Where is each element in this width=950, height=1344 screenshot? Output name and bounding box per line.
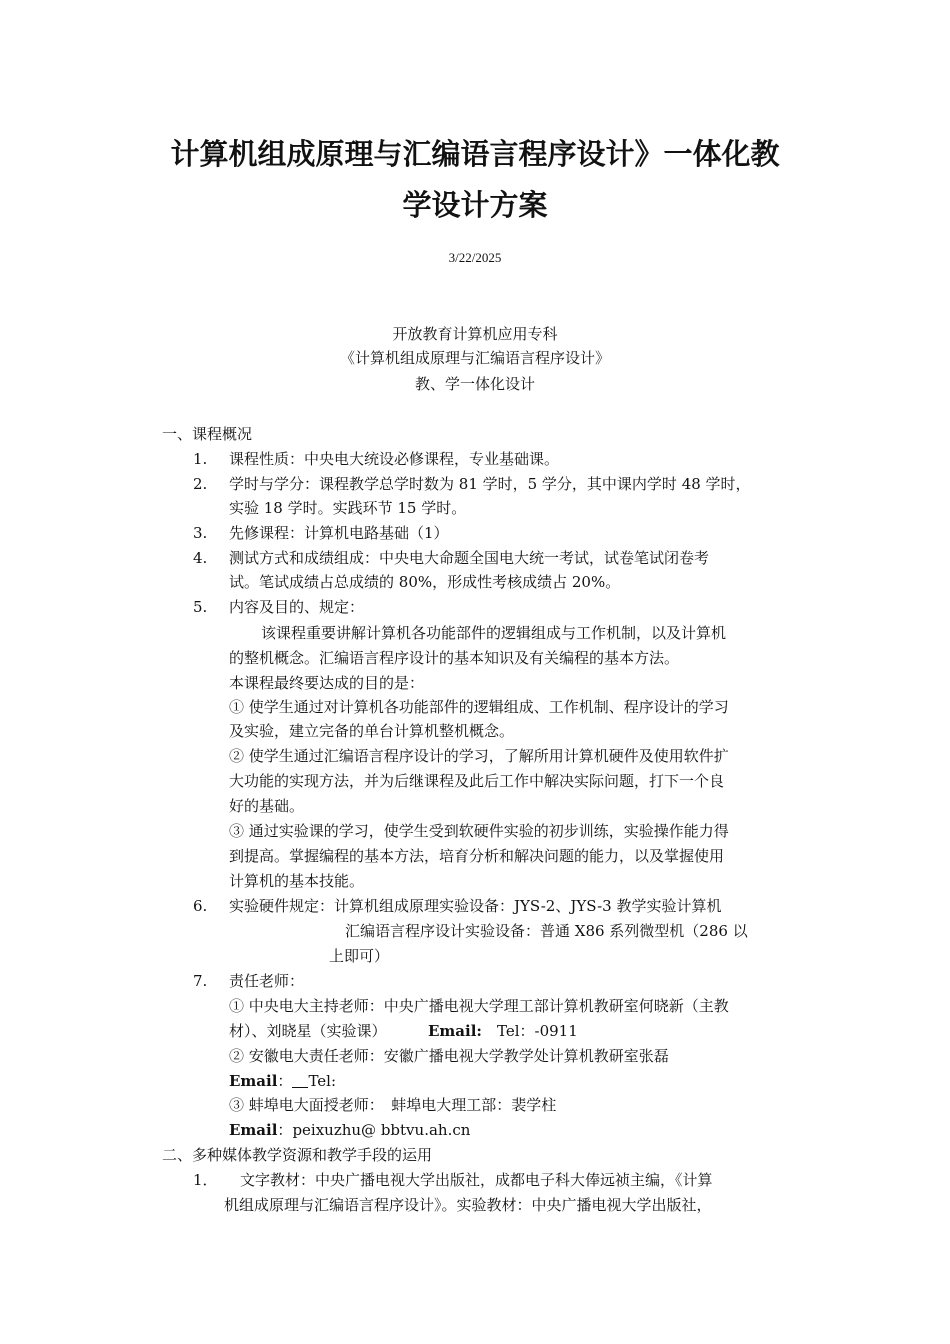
paragraph-line: 材）、刘晓星（实验课）: [229, 1022, 387, 1040]
list-number: 4.: [193, 549, 208, 567]
section-heading: 一、课程概况: [162, 425, 253, 443]
list-item: 内容及目的、规定：: [229, 598, 365, 616]
paragraph-line: 该课程重要讲解计算机各功能部件的逻辑组成与工作机制，以及计算机: [261, 624, 727, 642]
paragraph-line: ③ 蚌埠电大面授老师： 蚌埠电大理工部：裴学柱: [229, 1096, 557, 1114]
paragraph-line: ③ 通过实验课的学习，使学生受到软硬件实验的初步训练，实验操作能力得: [229, 822, 729, 840]
email-label: Email: [229, 1121, 278, 1139]
list-item-cont: 实验 18 学时。实践环节 15 学时。: [229, 499, 467, 517]
list-number: 2.: [193, 475, 208, 493]
list-item: 先修课程：计算机电路基础（1）: [229, 524, 449, 542]
paragraph-line: ② 使学生通过汇编语言程序设计的学习，了解所用计算机硬件及使用软件扩: [229, 747, 729, 765]
phone-text: Tel：-0911: [497, 1022, 578, 1040]
phone-text: Tel:: [308, 1072, 337, 1090]
email-line: [229, 1071, 336, 1091]
email-label: Email:: [428, 1022, 482, 1040]
paragraph-line: ① 中央电大主持老师：中央广播电视大学理工部计算机教研室何晓新（主教: [229, 997, 729, 1015]
list-number: 7.: [193, 972, 208, 990]
doc-date: 3/22/2025: [448, 250, 502, 265]
list-item: 课程性质：中央电大统设必修课程，专业基础课。: [229, 450, 560, 468]
paragraph-line: 的整机概念。汇编语言程序设计的基本知识及有关编程的基本方法。: [229, 649, 680, 667]
list-number: 3.: [193, 524, 208, 542]
subtitle-line: 开放教育计算机应用专科: [392, 325, 558, 343]
section-heading: 二、多种媒体教学资源和教学手段的运用: [162, 1146, 433, 1164]
list-item-cont: 试。笔试成绩占总成绩的 80%，形成性考核成绩占 20%。: [229, 573, 621, 591]
email-line: [229, 1120, 470, 1140]
email-label: Email: [229, 1072, 278, 1090]
list-item-cont: 机组成原理与汇编语言程序设计》。实验教材：中央广播电视大学出版社，: [224, 1196, 712, 1214]
colon-text: ：: [277, 1121, 293, 1139]
list-number: 5.: [193, 598, 208, 616]
list-item-cont: 上即可）: [329, 947, 390, 965]
list-item-cont: 汇编语言程序设计实验设备：普通 X86 系列微型机（286 以: [345, 922, 748, 940]
paragraph-line: 及实验，建立完备的单台计算机整机概念。: [229, 722, 515, 740]
paragraph-line: ② 安徽电大责任老师：安徽广播电视大学教学处计算机教研室张磊: [229, 1047, 669, 1065]
paragraph-line: 本课程最终要达成的目的是：: [229, 674, 425, 692]
list-item: 文字教材：中央广播电视大学出版社，成都电子科大俸远祯主编，《计算: [240, 1171, 713, 1189]
paragraph-line: 好的基础。: [229, 797, 305, 815]
paragraph-line: ① 使学生通过对计算机各功能部件的逻辑组成、工作机制、程序设计的学习: [229, 698, 729, 716]
colon-text: ：: [277, 1072, 293, 1090]
paragraph-line: 到提高。掌握编程的基本方法，培育分析和解决问题的能力，以及掌握使用: [229, 847, 725, 865]
list-item: 学时与学分：课程教学总学时数为 81 学时，5 学分，其中课内学时 48 学时，: [229, 475, 751, 493]
email-address: peixuzhu@ bbtvu.ah.cn: [292, 1121, 471, 1139]
doc-title-line1: 计算机组成原理与汇编语言程序设计》一体化教: [170, 137, 780, 171]
subtitle-line: 《计算机组成原理与汇编语言程序设计》: [339, 349, 610, 367]
subtitle-line: 教、学一体化设计: [414, 375, 535, 393]
paragraph-line: 大功能的实现方法，并为后继课程及此后工作中解决实际问题，打下一个良: [229, 772, 725, 790]
list-number: 1．: [193, 1171, 218, 1189]
list-item: 责任老师：: [229, 972, 305, 990]
blank-underline: [292, 1073, 308, 1088]
paragraph-line: 计算机的基本技能。: [229, 872, 365, 890]
list-item: 实验硬件规定：计算机组成原理实验设备：JYS-2、JYS-3 教学实验计算机: [229, 897, 722, 915]
list-item: 测试方式和成绩组成：中央电大命题全国电大统一考试，试卷笔试闭卷考: [229, 549, 710, 567]
list-number: 1.: [193, 450, 208, 468]
doc-title-line2: 学设计方案: [402, 188, 548, 222]
list-number: 6.: [193, 897, 208, 915]
